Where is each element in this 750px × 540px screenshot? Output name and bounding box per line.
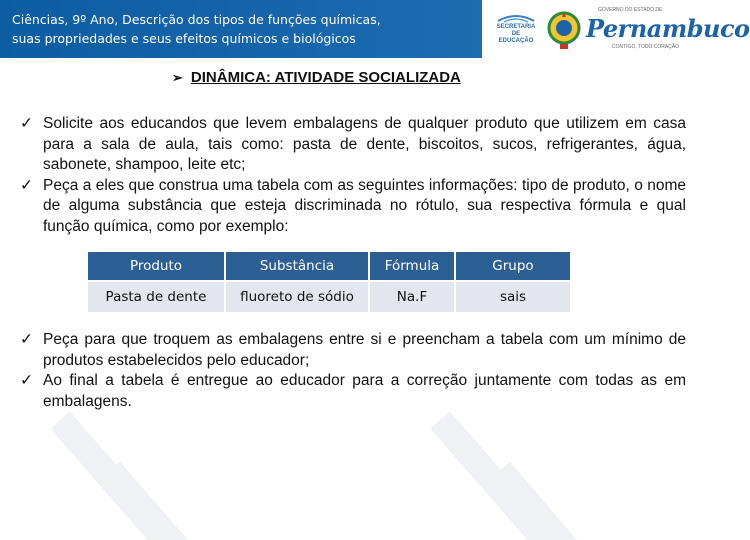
logo-area xyxy=(482,0,750,58)
column-header-grupo: Grupo xyxy=(455,252,570,281)
checkmark-icon: ✓ xyxy=(20,331,33,348)
list-item xyxy=(20,114,686,176)
table-cell: fluoreto de sódio xyxy=(225,281,369,312)
table-cell: sais xyxy=(455,281,570,312)
bullet-list-bottom xyxy=(20,330,686,412)
checkmark-icon: ✓ xyxy=(20,115,33,132)
table-cell: Pasta de dente xyxy=(88,281,225,312)
secretaria-line2: DE EDUCAÇÃO xyxy=(498,31,534,44)
header-title-line1: Ciências, 9º Ano, Descrição dos tipos de funções químicas, xyxy=(12,12,381,27)
secretaria-emblem-icon xyxy=(496,13,536,23)
example-table xyxy=(88,252,570,312)
checkmark-icon: ✓ xyxy=(20,372,33,389)
bullet-text: Solicite aos educandos que levem embalagens de qualquer produto que utilizem em casa para a sala de aula, tais como: pasta de dente, biscoitos, sucos, refrigerantes, água, sabonete, shampoo, leite etc; xyxy=(43,115,686,173)
list-item xyxy=(20,176,686,238)
state-top-text: GOVERNO DO ESTADO DE xyxy=(598,7,663,13)
table-row xyxy=(88,281,570,312)
secretaria-line1: SECRETARIA xyxy=(496,24,536,30)
header-title xyxy=(12,10,432,48)
secretaria-logo-text xyxy=(494,24,538,45)
table-header-row xyxy=(88,252,570,281)
column-header-formula: Fórmula xyxy=(369,252,455,281)
state-sub-text: CONTIGO, TODO CORAÇÃO xyxy=(612,44,680,50)
header-bar xyxy=(0,0,750,58)
state-seal-icon xyxy=(546,8,582,50)
arrow-bullet-icon: ➢ xyxy=(172,70,183,85)
heading-text: DINÂMICA: ATIVIDADE SOCIALIZADA xyxy=(190,69,461,86)
section-heading xyxy=(172,69,461,86)
list-item xyxy=(20,371,686,412)
column-header-substancia: Substância xyxy=(225,252,369,281)
bullet-text: Peça para que troquem as embalagens entre si e preencham a tabela com um mínimo de produtos estabelecidos pelo educador; xyxy=(43,331,686,369)
checkmark-icon: ✓ xyxy=(20,176,33,194)
bullet-text: Ao final a tabela é entregue ao educador para a correção juntamente com todas as em embalagens. xyxy=(43,372,686,410)
state-name-logo: Pernambuco xyxy=(586,14,750,43)
bullet-list-top xyxy=(20,114,686,237)
bullet-text: Peça a eles que construa uma tabela com as seguintes informações: tipo de produto, o nome de alguma substância que esteja discriminada no rótulo, sua respectiva fórmula e qual função química, como por exemplo: xyxy=(43,176,686,235)
list-item xyxy=(20,330,686,371)
table-cell: Na.F xyxy=(369,281,455,312)
column-header-produto: Produto xyxy=(88,252,225,281)
header-title-line2: suas propriedades e seus efeitos químicos e biológicos xyxy=(12,31,356,46)
